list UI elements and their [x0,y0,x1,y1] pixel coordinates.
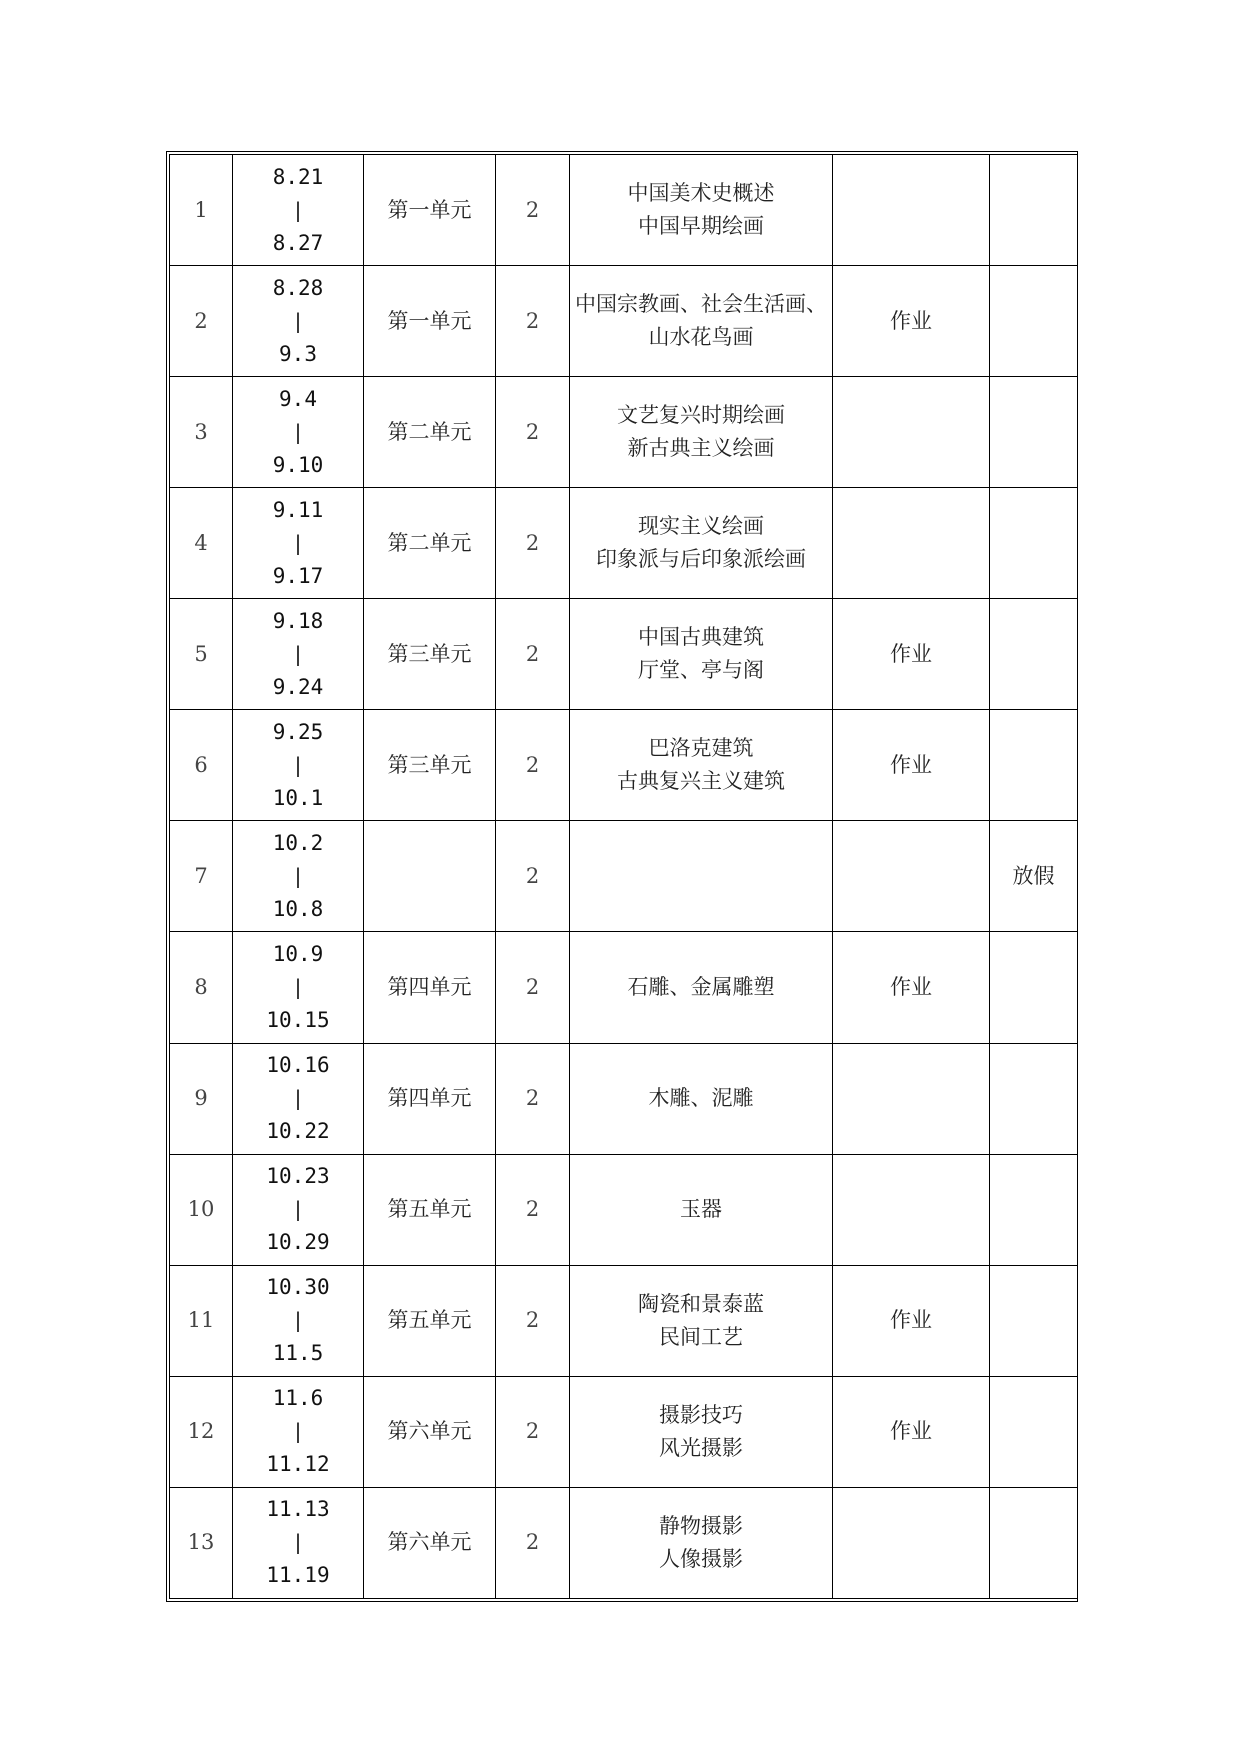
unit-cell: 第五单元 [364,1265,496,1376]
hours-cell: 2 [496,377,570,488]
content-line: 文艺复兴时期绘画 [617,403,785,428]
table-row [170,599,1078,710]
hours-cell: 2 [496,710,570,821]
homework-cell [833,377,990,488]
content-line: 中国古典建筑 [638,625,764,650]
date-start: 9.18 [272,608,324,633]
week-number-cell: 3 [170,377,233,488]
date-range-cell [233,1376,364,1487]
week-number-cell: 12 [170,1376,233,1487]
unit-cell: 第三单元 [364,710,496,821]
table-row [170,821,1078,932]
unit-cell: 第六单元 [364,1487,496,1598]
date-end: 9.3 [279,341,317,366]
content-line: 古典复兴主义建筑 [617,769,785,794]
remark-cell [990,710,1078,821]
homework-cell [833,1154,990,1265]
content-line: 厅堂、亭与阁 [638,658,764,683]
remark-cell [990,155,1078,266]
date-range-cell [233,710,364,821]
week-number-cell: 4 [170,488,233,599]
table-row [170,710,1078,821]
table-row [170,1487,1078,1598]
date-start: 10.23 [266,1164,330,1189]
date-end: 9.17 [272,563,324,588]
hours-cell: 2 [496,488,570,599]
homework-cell: 作业 [833,1376,990,1487]
table-row [170,488,1078,599]
date-separator: | [294,974,302,999]
content-cell [570,1265,833,1376]
unit-cell: 第四单元 [364,1043,496,1154]
date-start: 11.6 [272,1386,324,1411]
unit-cell: 第一单元 [364,266,496,377]
hours-cell: 2 [496,821,570,932]
content-line: 山水花鸟画 [648,325,754,350]
date-start: 10.30 [266,1275,330,1300]
date-range-cell [233,1154,364,1265]
content-cell [570,488,833,599]
remark-cell [990,1265,1078,1376]
date-end: 9.10 [272,452,324,477]
remark-cell [990,932,1078,1043]
table-row [170,932,1078,1043]
date-range-cell [233,155,364,266]
content-line: 陶瓷和景泰蓝 [638,1291,764,1316]
hours-cell: 2 [496,599,570,710]
content-line: 石雕、金属雕塑 [627,974,775,999]
date-end: 10.15 [266,1007,330,1032]
date-start: 8.28 [272,275,324,300]
week-number-cell: 11 [170,1265,233,1376]
content-cell [570,710,833,821]
date-start: 9.4 [279,386,317,411]
date-range-cell [233,488,364,599]
table-row [170,1376,1078,1487]
hours-cell: 2 [496,1487,570,1598]
unit-cell: 第二单元 [364,377,496,488]
week-number-cell: 5 [170,599,233,710]
remark-cell: 放假 [990,821,1078,932]
date-separator: | [294,197,302,222]
date-start: 10.2 [272,830,324,855]
hours-cell: 2 [496,155,570,266]
remark-cell [990,266,1078,377]
content-line: 木雕、泥雕 [648,1086,754,1111]
date-separator: | [294,1086,302,1111]
date-separator: | [294,863,302,888]
unit-cell [364,821,496,932]
remark-cell [990,488,1078,599]
content-line: 印象派与后印象派绘画 [596,547,806,572]
week-number-cell: 8 [170,932,233,1043]
date-end: 9.24 [272,674,324,699]
content-cell [570,1043,833,1154]
remark-cell [990,1154,1078,1265]
week-number-cell: 2 [170,266,233,377]
homework-cell [833,1043,990,1154]
date-range-cell [233,266,364,377]
schedule-table [169,154,1078,1599]
unit-cell: 第四单元 [364,932,496,1043]
date-separator: | [294,641,302,666]
date-range-cell [233,821,364,932]
date-end: 10.8 [272,896,324,921]
date-separator: | [294,419,302,444]
content-cell [570,1376,833,1487]
table-row [170,155,1078,266]
content-line: 静物摄影 [659,1513,743,1538]
date-separator: | [294,530,302,555]
date-separator: | [294,1197,302,1222]
week-number-cell: 10 [170,1154,233,1265]
content-line: 摄影技巧 [659,1402,743,1427]
hours-cell: 2 [496,1376,570,1487]
content-cell [570,266,833,377]
date-start: 10.16 [266,1053,330,1078]
content-line: 民间工艺 [659,1324,743,1349]
content-line: 新古典主义绘画 [627,436,775,461]
content-cell [570,599,833,710]
homework-cell: 作业 [833,1265,990,1376]
date-range-cell [233,1487,364,1598]
unit-cell: 第六单元 [364,1376,496,1487]
content-cell [570,1487,833,1598]
date-end: 10.22 [266,1119,330,1144]
week-number-cell: 9 [170,1043,233,1154]
date-separator: | [294,1419,302,1444]
homework-cell: 作业 [833,266,990,377]
content-line: 风光摄影 [659,1435,743,1460]
hours-cell: 2 [496,1265,570,1376]
content-line: 中国美术史概述 [627,181,775,206]
table-row [170,1043,1078,1154]
hours-cell: 2 [496,266,570,377]
date-start: 9.11 [272,497,324,522]
date-end: 8.27 [272,230,324,255]
content-cell [570,932,833,1043]
week-number-cell: 7 [170,821,233,932]
date-start: 11.13 [266,1497,330,1522]
hours-cell: 2 [496,1043,570,1154]
homework-cell [833,821,990,932]
date-end: 11.12 [266,1452,330,1477]
homework-cell: 作业 [833,599,990,710]
table-row [170,1154,1078,1265]
homework-cell [833,155,990,266]
table-row [170,377,1078,488]
hours-cell: 2 [496,932,570,1043]
date-separator: | [294,1530,302,1555]
week-number-cell: 6 [170,710,233,821]
homework-cell [833,488,990,599]
remark-cell [990,599,1078,710]
date-separator: | [294,752,302,777]
content-cell [570,821,833,932]
table-row [170,1265,1078,1376]
schedule-body [170,155,1078,1599]
homework-cell [833,1487,990,1598]
content-cell [570,377,833,488]
unit-cell: 第三单元 [364,599,496,710]
date-range-cell [233,1043,364,1154]
date-range-cell [233,377,364,488]
unit-cell: 第五单元 [364,1154,496,1265]
date-start: 9.25 [272,719,324,744]
hours-cell: 2 [496,1154,570,1265]
week-number-cell: 1 [170,155,233,266]
content-cell [570,1154,833,1265]
content-line: 中国宗教画、社会生活画、 [575,292,827,317]
date-range-cell [233,932,364,1043]
table-row [170,266,1078,377]
remark-cell [990,1487,1078,1598]
unit-cell: 第二单元 [364,488,496,599]
content-line: 人像摄影 [659,1546,743,1571]
date-end: 10.1 [272,785,324,810]
date-end: 11.19 [266,1563,330,1588]
date-start: 8.21 [272,164,324,189]
date-separator: | [294,1308,302,1333]
homework-cell: 作业 [833,932,990,1043]
date-range-cell [233,599,364,710]
date-end: 11.5 [272,1341,324,1366]
date-start: 10.9 [272,941,324,966]
content-line: 现实主义绘画 [638,514,764,539]
date-end: 10.29 [266,1230,330,1255]
content-line: 巴洛克建筑 [648,736,754,761]
remark-cell [990,1043,1078,1154]
unit-cell: 第一单元 [364,155,496,266]
content-cell [570,155,833,266]
remark-cell [990,377,1078,488]
date-separator: | [294,308,302,333]
content-line: 中国早期绘画 [638,214,764,239]
content-line: 玉器 [680,1197,722,1222]
schedule-table-frame [166,151,1078,1602]
week-number-cell: 13 [170,1487,233,1598]
remark-cell [990,1376,1078,1487]
homework-cell: 作业 [833,710,990,821]
date-range-cell [233,1265,364,1376]
